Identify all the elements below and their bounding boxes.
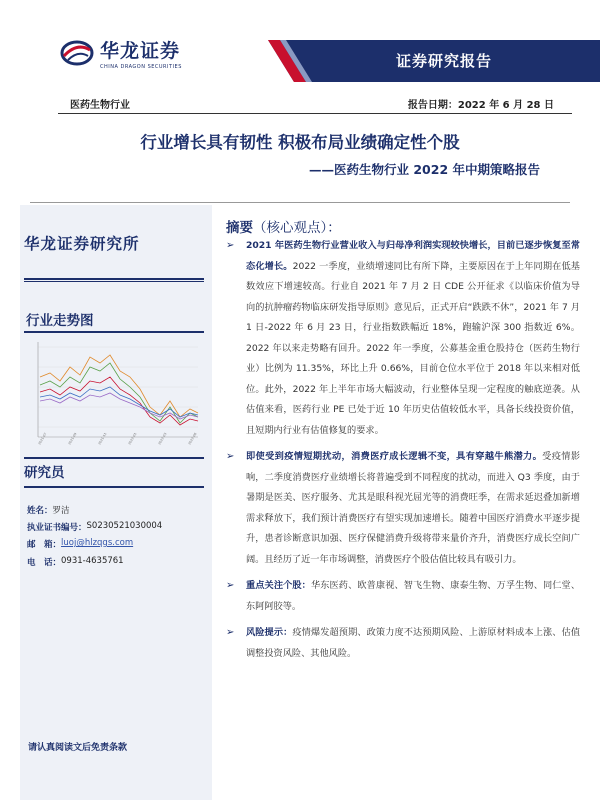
left-sidebar [20, 205, 212, 800]
summary-bullet [226, 623, 580, 664]
analyst-email-row [27, 538, 133, 550]
bullet-bold-text: 2021 年医药生物行业营业收入与归母净利润实现较快增长，目前已逐步恢复至常态化增长。 [246, 240, 580, 272]
svg-text:2021-07: 2021-07 [37, 431, 48, 446]
analyst-email-link[interactable]: luoj@hlzqgs.com [61, 538, 134, 548]
trend-chart-title: 行业走势图 [26, 313, 94, 329]
bullet-body-text: 受疫情影响，二季度消费医疗业绩增长将普遍受到不同程度的扰动，而进入 Q3 季度，由于暑期是医美、医疗服务、尤其是眼科视光屈光等的消费旺季，在需求延迟叠加新增需求释放下，我们预计消费医疗有望实现加速增长。随着中国医疗消费水平逐步提升，患者诊断意识加强、医疗保健消费升级将带来量价齐升，消费医疗成长空间广阔。且经历了近一年市场调整，消费医疗个股估值比较具有吸引力。 [246, 451, 581, 565]
analyst-section-title: 研究员 [24, 465, 65, 481]
sidebar-rule [24, 486, 204, 488]
summary-heading-paren: （核心观点）： [253, 220, 341, 236]
analyst-cert-label: 执业证书编号： [27, 523, 87, 533]
svg-text:2021-09: 2021-09 [67, 431, 78, 446]
bullet-arrow-icon: ➢ [226, 240, 235, 251]
bullet-body-text: 2022 一季度，业绩增速同比有所下降，主要原因在于上年同期在低基数效应下增速较高。行业自 2021 年 7 月 2 日 CDE 公开征求《以临床价值为导向的抗肿瘤药物临床研发指导原则》意见后，正式开启“跌跌不休”，2021 年 7 月 1 日-2022 年 6 月 23 日，行业指数跌幅近 18%，跑输沪深 300 指数近 6%。2022 年以来走势略有回升。2022 年一季度，公募基金重仓股持仓（医药生物行业）比例为 11.35%，环比上升 0.66%，目前仓位水平位于 2018 年以来相对低位。此外，2022 年上半年市场大幅波动，行业整体呈现一定程度的触底逆袭。从估值来看，医药行业 PE 已处于近 10 年历史估值较低水平，具备长线投资价值，且短期内行业有估值修复的要求。 [246, 260, 580, 436]
svg-text:2022-06: 2022-06 [187, 431, 198, 446]
analyst-phone: 0931-4635761 [61, 556, 124, 566]
company-logo [60, 36, 182, 70]
summary-bullet [226, 576, 580, 617]
sidebar-rule [24, 457, 204, 459]
analyst-email-label: 邮 箱： [27, 540, 62, 550]
analyst-name-label: 姓名： [27, 506, 53, 516]
logo-english-name: CHINA DRAGON SECURITIES [100, 64, 182, 70]
bullet-bold-text: 风险提示： [246, 627, 293, 638]
analyst-phone-row [27, 556, 124, 568]
report-main-title: 行业增长具有韧性 积极布局业绩确定性个股 [140, 133, 460, 152]
sector-label: 医药生物行业 [70, 100, 130, 111]
summary-heading [226, 216, 341, 236]
analyst-phone-label: 电 话： [27, 558, 62, 568]
report-date: 报告日期：2022 年 6 月 28 日 [407, 100, 554, 111]
summary-bullets [226, 236, 580, 664]
report-sub-title: ——医药生物行业 2022 年中期策略报告 [309, 162, 540, 177]
banner-title: 证券研究报告 [395, 52, 492, 70]
dragon-logo-icon [60, 40, 94, 66]
bullet-arrow-icon: ➢ [226, 451, 235, 462]
svg-text:2021-11: 2021-11 [97, 431, 108, 446]
industry-trend-chart [26, 337, 202, 455]
analyst-name-row [27, 504, 70, 516]
summary-heading-text: 摘要 [226, 220, 253, 236]
bullet-arrow-icon: ➢ [226, 627, 235, 638]
sidebar-rule-thin [24, 281, 204, 282]
sidebar-rule [24, 331, 204, 333]
sidebar-rule [24, 278, 204, 280]
bullet-body-text: 疫情爆发超预期、政策力度不达预期风险、上游原材料成本上涨、估值调整投资风险、其他风险。 [246, 627, 581, 659]
title-divider [30, 202, 570, 203]
svg-text:2022-03: 2022-03 [157, 431, 168, 446]
bullet-arrow-icon: ➢ [226, 580, 235, 591]
summary-bullet [226, 447, 580, 570]
bullet-body-text: 华东医药、欧普康视、智飞生物、康泰生物、万孚生物、同仁堂、东阿阿胶等。 [246, 580, 581, 612]
header-divider [58, 113, 572, 114]
institute-name: 华龙证券研究所 [24, 234, 140, 253]
analyst-name: 罗洁 [52, 506, 70, 516]
analyst-cert-row [27, 521, 162, 533]
logo-chinese-name: 华龙证券 [100, 40, 181, 62]
summary-bullet [226, 236, 580, 441]
disclaimer-note: 请认真阅读文后免责条款 [28, 743, 128, 753]
analyst-cert: S0230521030004 [86, 521, 163, 531]
svg-text:2022-01: 2022-01 [127, 431, 138, 446]
bullet-bold-text: 重点关注个股： [246, 580, 311, 591]
bullet-bold-text: 即使受到疫情短期扰动，消费医疗成长逻辑不变，具有穿越牛熊潜力。 [246, 451, 543, 462]
